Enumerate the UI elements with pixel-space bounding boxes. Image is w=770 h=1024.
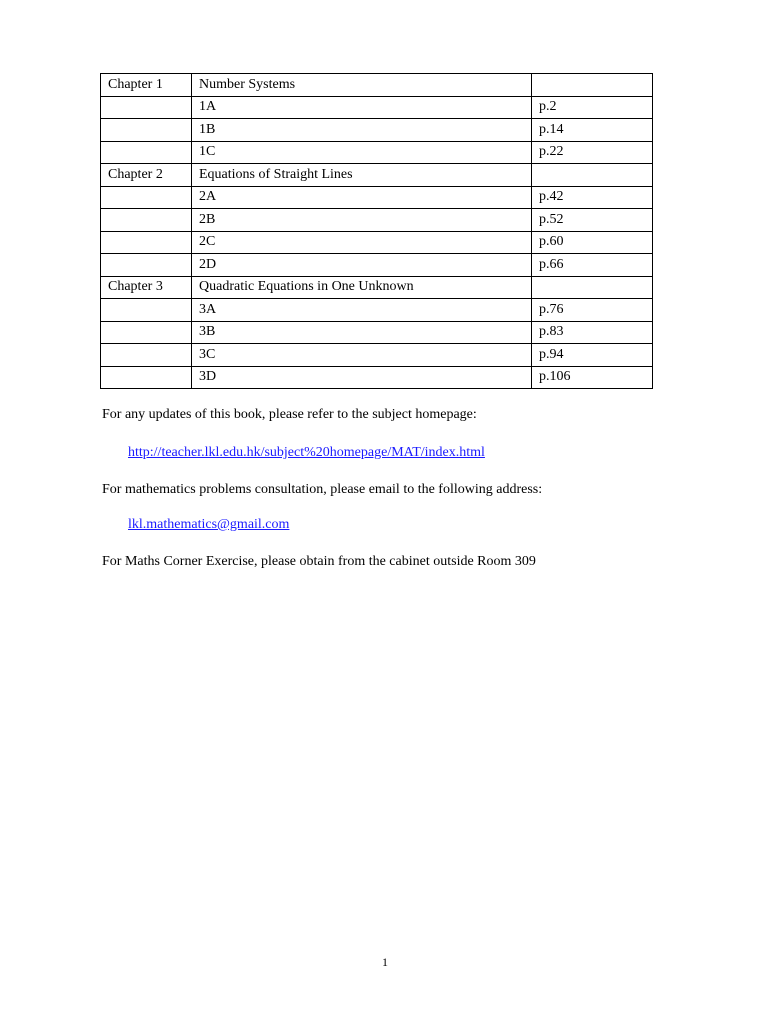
email-link[interactable]: lkl.mathematics@gmail.com	[128, 517, 290, 532]
section-title-cell: 3C	[192, 344, 532, 367]
table-row	[101, 186, 653, 209]
section-title-cell: 1B	[192, 119, 532, 142]
chapter-cell	[101, 186, 192, 209]
table-row	[101, 321, 653, 344]
chapter-cell	[101, 366, 192, 389]
chapter-cell: Chapter 2	[101, 164, 192, 187]
table-row	[101, 231, 653, 254]
section-title-cell: 2B	[192, 209, 532, 232]
page-number-cell: p.76	[532, 299, 653, 322]
section-title-cell: 2D	[192, 254, 532, 277]
contents-table-body	[101, 74, 653, 389]
table-row	[101, 344, 653, 367]
chapter-cell	[101, 321, 192, 344]
page-number-cell: p.60	[532, 231, 653, 254]
homepage-link[interactable]: http://teacher.lkl.edu.hk/subject%20homepage/MAT/index.html	[128, 445, 485, 460]
page-number-cell: p.42	[532, 186, 653, 209]
section-title-cell: Quadratic Equations in One Unknown	[192, 276, 532, 299]
page-number-cell: p.22	[532, 141, 653, 164]
maths-corner-text: For Maths Corner Exercise, please obtain from the cabinet outside Room 309	[102, 554, 536, 569]
table-row	[101, 209, 653, 232]
section-title-cell: 1A	[192, 96, 532, 119]
page-number-cell: p.14	[532, 119, 653, 142]
page-number-cell: p.2	[532, 96, 653, 119]
page-number-cell	[532, 164, 653, 187]
page-number-cell: p.106	[532, 366, 653, 389]
section-title-cell: Number Systems	[192, 74, 532, 97]
table-row	[101, 119, 653, 142]
page-number-cell: p.94	[532, 344, 653, 367]
chapter-cell: Chapter 3	[101, 276, 192, 299]
table-row	[101, 366, 653, 389]
chapter-cell	[101, 344, 192, 367]
page-number-cell: p.52	[532, 209, 653, 232]
table-row	[101, 141, 653, 164]
chapter-cell	[101, 96, 192, 119]
page-number-cell: p.83	[532, 321, 653, 344]
consultation-text: For mathematics problems consultation, please email to the following address:	[102, 482, 543, 497]
section-title-cell: 3A	[192, 299, 532, 322]
chapter-cell: Chapter 1	[101, 74, 192, 97]
chapter-cell	[101, 119, 192, 142]
chapter-cell	[101, 254, 192, 277]
section-title-cell: 1C	[192, 141, 532, 164]
section-title-cell: 3D	[192, 366, 532, 389]
chapter-cell	[101, 209, 192, 232]
section-title-cell: 2A	[192, 186, 532, 209]
updates-text: For any updates of this book, please refer to the subject homepage:	[102, 407, 477, 422]
page-number-cell	[532, 74, 653, 97]
table-row	[101, 74, 653, 97]
chapter-cell	[101, 141, 192, 164]
table-row	[101, 164, 653, 187]
table-row	[101, 276, 653, 299]
table-row	[101, 299, 653, 322]
section-title-cell: Equations of Straight Lines	[192, 164, 532, 187]
table-row	[101, 96, 653, 119]
page-number: 1	[382, 955, 388, 969]
section-title-cell: 3B	[192, 321, 532, 344]
chapter-cell	[101, 299, 192, 322]
page-number-cell: p.66	[532, 254, 653, 277]
contents-table	[100, 73, 653, 389]
page-number-cell	[532, 276, 653, 299]
section-title-cell: 2C	[192, 231, 532, 254]
table-row	[101, 254, 653, 277]
chapter-cell	[101, 231, 192, 254]
